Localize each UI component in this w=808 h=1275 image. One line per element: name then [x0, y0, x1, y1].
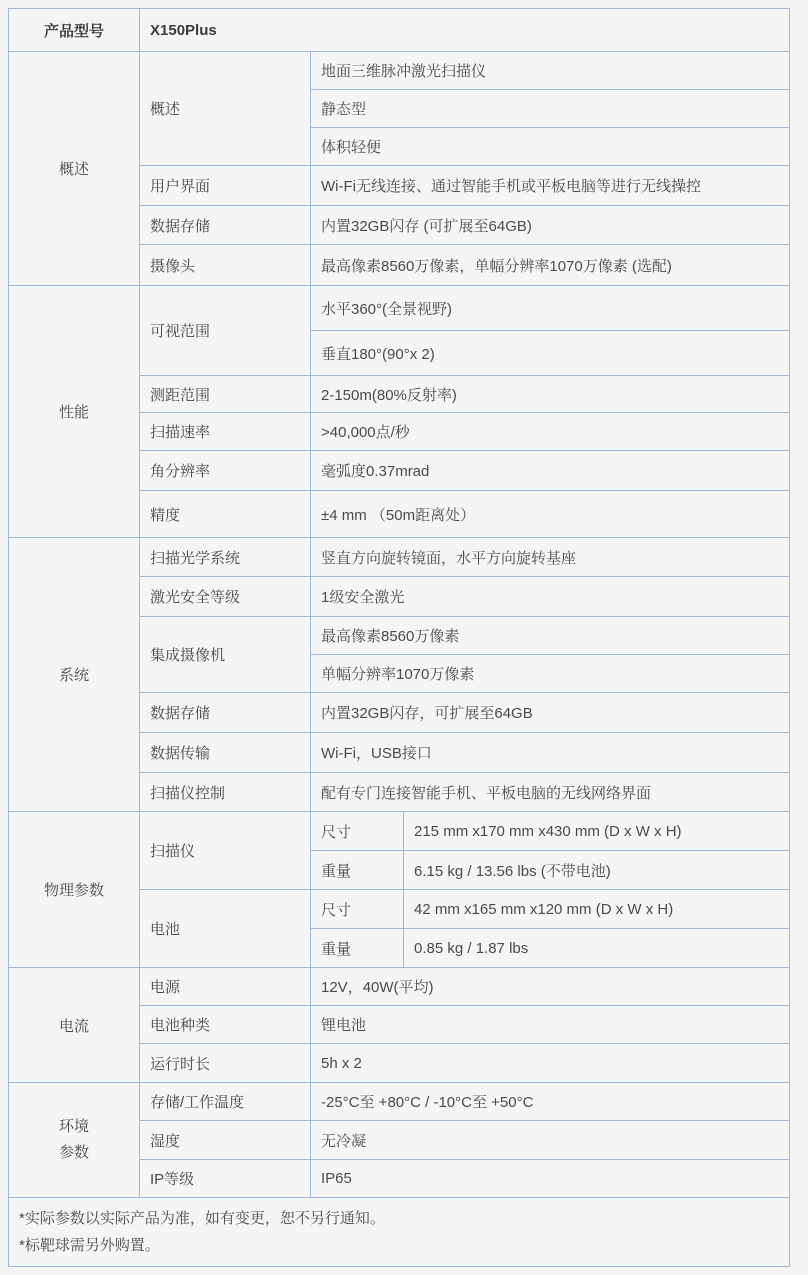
spec-label-cell: 集成摄像机: [140, 617, 311, 693]
product-spec-table: [8, 8, 790, 1267]
spec-label-cell: 扫描仪: [140, 812, 311, 890]
spec-value-cell: >40,000点/秒: [311, 413, 790, 451]
spec-value-cell: 毫弧度0.37mrad: [311, 451, 790, 491]
footnote: *标靶球需另外购置。: [19, 1237, 160, 1254]
table-row: [9, 52, 790, 90]
spec-label-cell: 激光安全等级: [140, 577, 311, 617]
spec-sublabel-cell: 重量: [311, 929, 404, 968]
spec-value-cell: 0.85 kg / 1.87 lbs: [404, 929, 790, 968]
footer-row: [9, 1198, 790, 1267]
table-row: [9, 286, 790, 331]
spec-sublabel-cell: 尺寸: [311, 812, 404, 851]
spec-label-cell: 数据存储: [140, 206, 311, 245]
spec-label-cell: 扫描光学系统: [140, 538, 311, 577]
spec-label-cell: 电池: [140, 890, 311, 968]
spec-value-cell: 竖直方向旋转镜面，水平方向旋转基座: [311, 538, 790, 577]
table-row: [9, 968, 790, 1006]
table-row: [9, 812, 790, 851]
spec-value-cell: 6.15 kg / 13.56 lbs (不带电池): [404, 851, 790, 890]
spec-value-cell: 1级安全激光: [311, 577, 790, 617]
spec-value-cell: 地面三维脉冲激光扫描仪: [311, 52, 790, 90]
spec-sublabel-cell: 重量: [311, 851, 404, 890]
spec-label-cell: 运行时长: [140, 1044, 311, 1083]
spec-label-cell: 存储/工作温度: [140, 1083, 311, 1121]
spec-value-cell: 锂电池: [311, 1006, 790, 1044]
spec-value-cell: Wi-Fi无线连接、通过智能手机或平板电脑等进行无线操控: [311, 166, 790, 206]
spec-value-cell: 单幅分辨率1070万像素: [311, 655, 790, 693]
footnotes-cell: [9, 1198, 790, 1267]
spec-value-cell: 静态型: [311, 90, 790, 128]
spec-value-cell: IP65: [311, 1160, 790, 1198]
spec-value-cell: 42 mm x165 mm x120 mm (D x W x H): [404, 890, 790, 929]
spec-value-cell: 内置32GB闪存，可扩展至64GB: [311, 693, 790, 733]
product-model-value: X150Plus: [140, 9, 790, 52]
table-row: [9, 538, 790, 577]
spec-value-cell: 无冷凝: [311, 1121, 790, 1160]
spec-label-cell: 扫描速率: [140, 413, 311, 451]
section-label-performance: 性能: [9, 286, 140, 538]
spec-label-cell: 摄像头: [140, 245, 311, 286]
footnote: *实际参数以实际产品为准，如有变更，恕不另行通知。: [19, 1210, 385, 1227]
spec-label-cell: 概述: [140, 52, 311, 166]
spec-sublabel-cell: 尺寸: [311, 890, 404, 929]
spec-label-cell: 用户界面: [140, 166, 311, 206]
section-label-system: 系统: [9, 538, 140, 812]
spec-label-cell: 精度: [140, 491, 311, 538]
spec-label-cell: 湿度: [140, 1121, 311, 1160]
header-row: [9, 9, 790, 52]
spec-value-cell: ±4 mm （50m距离处）: [311, 491, 790, 538]
spec-value-cell: 12V，40W(平均): [311, 968, 790, 1006]
spec-value-cell: 配有专门连接智能手机、平板电脑的无线网络界面: [311, 773, 790, 812]
spec-value-cell: 体积轻便: [311, 128, 790, 166]
spec-label-cell: 电池种类: [140, 1006, 311, 1044]
spec-value-cell: 最高像素8560万像素，单幅分辨率1070万像素 (选配): [311, 245, 790, 286]
spec-label-cell: IP等级: [140, 1160, 311, 1198]
spec-value-cell: 215 mm x170 mm x430 mm (D x W x H): [404, 812, 790, 851]
section-label-environment: [9, 1083, 140, 1198]
table-row: [9, 1083, 790, 1121]
spec-value-cell: 垂直180°(90°x 2): [311, 331, 790, 376]
section-label-physical: 物理参数: [9, 812, 140, 968]
spec-label-cell: 电源: [140, 968, 311, 1006]
spec-value-cell: 内置32GB闪存 (可扩展至64GB): [311, 206, 790, 245]
spec-label-cell: 数据传输: [140, 733, 311, 773]
section-label-overview: 概述: [9, 52, 140, 286]
spec-value-cell: -25°C至 +80°C / -10°C至 +50°C: [311, 1083, 790, 1121]
spec-label-cell: 数据存储: [140, 693, 311, 733]
spec-label-cell: 测距范围: [140, 376, 311, 413]
spec-value-cell: 5h x 2: [311, 1044, 790, 1083]
spec-label-cell: 可视范围: [140, 286, 311, 376]
spec-label-cell: 扫描仪控制: [140, 773, 311, 812]
product-model-label: 产品型号: [9, 9, 140, 52]
spec-label-cell: 角分辨率: [140, 451, 311, 491]
spec-value-cell: 最高像素8560万像素: [311, 617, 790, 655]
spec-value-cell: Wi-Fi，USB接口: [311, 733, 790, 773]
section-label-environment-text: 环境参数: [58, 1118, 89, 1161]
spec-value-cell: 水平360°(全景视野): [311, 286, 790, 331]
section-label-power: 电流: [9, 968, 140, 1083]
spec-value-cell: 2-150m(80%反射率): [311, 376, 790, 413]
